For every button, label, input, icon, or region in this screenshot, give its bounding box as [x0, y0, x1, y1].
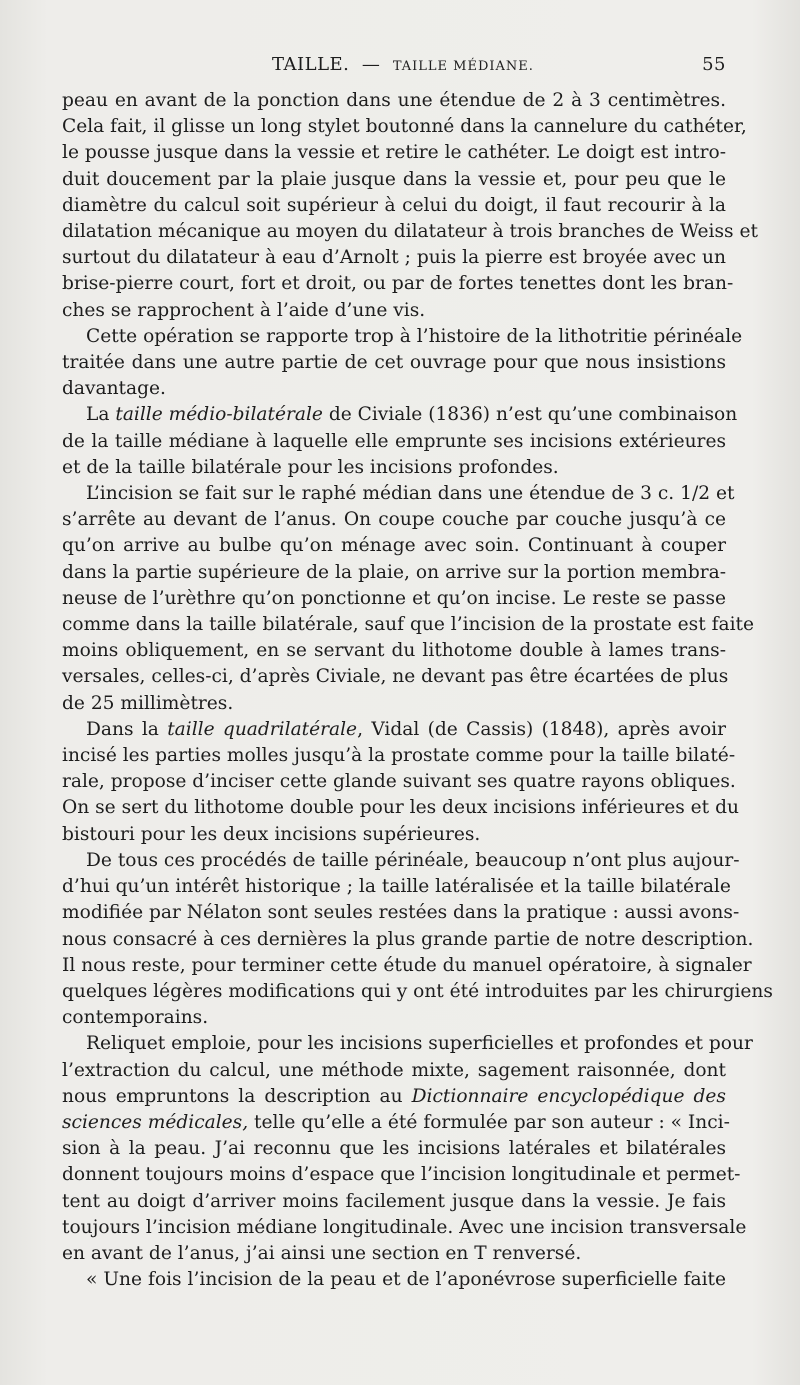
- body-text: [62, 88, 773, 1293]
- running-title-section: TAILLE MÉDIANE.: [392, 59, 534, 74]
- text-line: incisé les parties molles jusqu’à la prostate comme pour la taille bilaté-: [62, 745, 736, 767]
- text-line: toujours l’incision médiane longitudinale. Avec une incision transversale: [62, 1216, 747, 1238]
- text-line: de la taille médiane à laquelle elle emprunte ses incisions extérieures: [62, 430, 726, 452]
- line-segment: de Civiale (1836) n’est qu’une combinaison: [322, 404, 738, 426]
- line-segment: La: [86, 404, 116, 426]
- line-segment: telle qu’elle a été formulée par son auteur : « Inci-: [248, 1111, 730, 1133]
- italic-term: taille quadrilatérale: [167, 718, 358, 740]
- text-line: traitée dans une autre partie de cet ouvrage pour que nous insistions: [62, 352, 726, 374]
- text-line: nous consacré à ces dernières la plus grande partie de notre description.: [62, 928, 754, 950]
- text-line: et de la taille bilatérale pour les incisions profondes.: [62, 456, 559, 478]
- text-line: donnent toujours moins d’espace que l’incision longitudinale et permet-: [62, 1164, 741, 1186]
- text-line: dans la partie supérieure de la plaie, on arrive sur la portion membra-: [62, 561, 726, 583]
- text-line: Cette opération se rapporte trop à l’histoire de la lithotritie périnéale: [86, 325, 743, 347]
- text-line: [62, 717, 726, 743]
- line-segment: nous empruntons la description au: [62, 1085, 412, 1107]
- line-segment: , Vidal (de Cassis) (1848), après avoir: [357, 718, 727, 740]
- text-line: [62, 402, 738, 428]
- page-number: 55: [702, 54, 726, 75]
- text-line: Reliquet emploie, pour les incisions superficielles et profondes et pour: [86, 1033, 753, 1055]
- text-line: Il nous reste, pour terminer cette étude du manuel opératoire, à signaler: [62, 954, 752, 976]
- running-header: [62, 50, 726, 80]
- text-line: davantage.: [62, 378, 166, 400]
- text-line: neuse de l’urèthre qu’on ponctionne et qu’on incise. Le reste se passe: [62, 587, 726, 609]
- text-line: moins obliquement, en se servant du lithotome double à lames trans-: [62, 640, 726, 662]
- text-line: qu’on arrive au bulbe qu’on ménage avec soin. Continuant à couper: [62, 535, 726, 557]
- text-line: peau en avant de la ponction dans une étendue de 2 à 3 centimètres.: [62, 90, 726, 111]
- running-title-main: TAILLE.: [272, 54, 350, 75]
- text-line: s’arrête au devant de l’anus. On coupe couche par couche jusqu’à ce: [62, 509, 726, 531]
- text-line: Cela fait, il glisse un long stylet boutonné dans la cannelure du cathéter,: [62, 116, 747, 138]
- text-line: versales, celles-ci, d’après Civiale, ne devant pas être écartées de plus: [62, 666, 729, 688]
- text-line: sion à la peau. J’ai reconnu que les incisions latérales et bilatérales: [62, 1138, 726, 1160]
- text-line: tent au doigt d’arriver moins facilement jusque dans la vessie. Je fais: [62, 1190, 726, 1212]
- text-line: « Une fois l’incision de la peau et de l’aponévrose superficielle faite: [86, 1269, 726, 1291]
- text-line: dilatation mécanique au moyen du dilatateur à trois branches de Weiss et: [62, 221, 758, 243]
- text-line: [62, 1110, 730, 1136]
- header-dash: —: [361, 54, 381, 75]
- text-line: de 25 millimètres.: [62, 692, 234, 714]
- text-line: en avant de l’anus, j’ai ainsi une section en T renversé.: [62, 1242, 582, 1264]
- text-line: modifiée par Nélaton sont seules restées dans la pratique : aussi avons-: [62, 902, 740, 924]
- italic-term: Dictionnaire encyclopédique des: [411, 1085, 726, 1107]
- text-line: quelques légères modifications qui y ont été introduites par les chirurgiens: [62, 980, 773, 1002]
- running-title: [272, 54, 534, 75]
- line-segment: Dans la: [86, 718, 168, 740]
- text-line: comme dans la taille bilatérale, sauf que l’incision de la prostate est faite: [62, 614, 754, 636]
- text-line: bistouri pour les deux incisions supérieures.: [62, 823, 481, 845]
- text-line: ches se rapprochent à l’aide d’une vis.: [62, 299, 426, 321]
- text-line: diamètre du calcul soit supérieur à celui du doigt, il faut recourir à la: [62, 194, 726, 216]
- text-line: surtout du dilatateur à eau d’Arnolt ; puis la pierre est broyée avec un: [62, 247, 726, 269]
- text-line: l’extraction du calcul, une méthode mixte, sagement raisonnée, dont: [62, 1059, 726, 1081]
- italic-term: sciences médicales,: [62, 1111, 249, 1133]
- text-line: [62, 1084, 726, 1110]
- text-line: rale, propose d’inciser cette glande suivant ses quatre rayons obliques.: [62, 771, 736, 793]
- text-line: De tous ces procédés de taille périnéale, beaucoup n’ont plus aujour-: [86, 849, 740, 871]
- text-line: brise-pierre court, fort et droit, ou par de fortes tenettes dont les bran-: [62, 273, 734, 295]
- text-line: On se sert du lithotome double pour les deux incisions inférieures et du: [62, 797, 739, 819]
- text-line: L’incision se fait sur le raphé médian dans une étendue de 3 c. 1/2 et: [86, 483, 735, 505]
- text-line: le pousse jusque dans la vessie et retire le cathéter. Le doigt est intro-: [62, 142, 726, 164]
- italic-term: taille médio-bilatérale: [115, 404, 323, 426]
- text-line: contemporains.: [62, 1007, 209, 1029]
- text-line: d’hui qu’un intérêt historique ; la taille latéralisée et la taille bilatérale: [62, 876, 731, 898]
- text-line: duit doucement par la plaie jusque dans la vessie et, pour peu que le: [62, 168, 726, 190]
